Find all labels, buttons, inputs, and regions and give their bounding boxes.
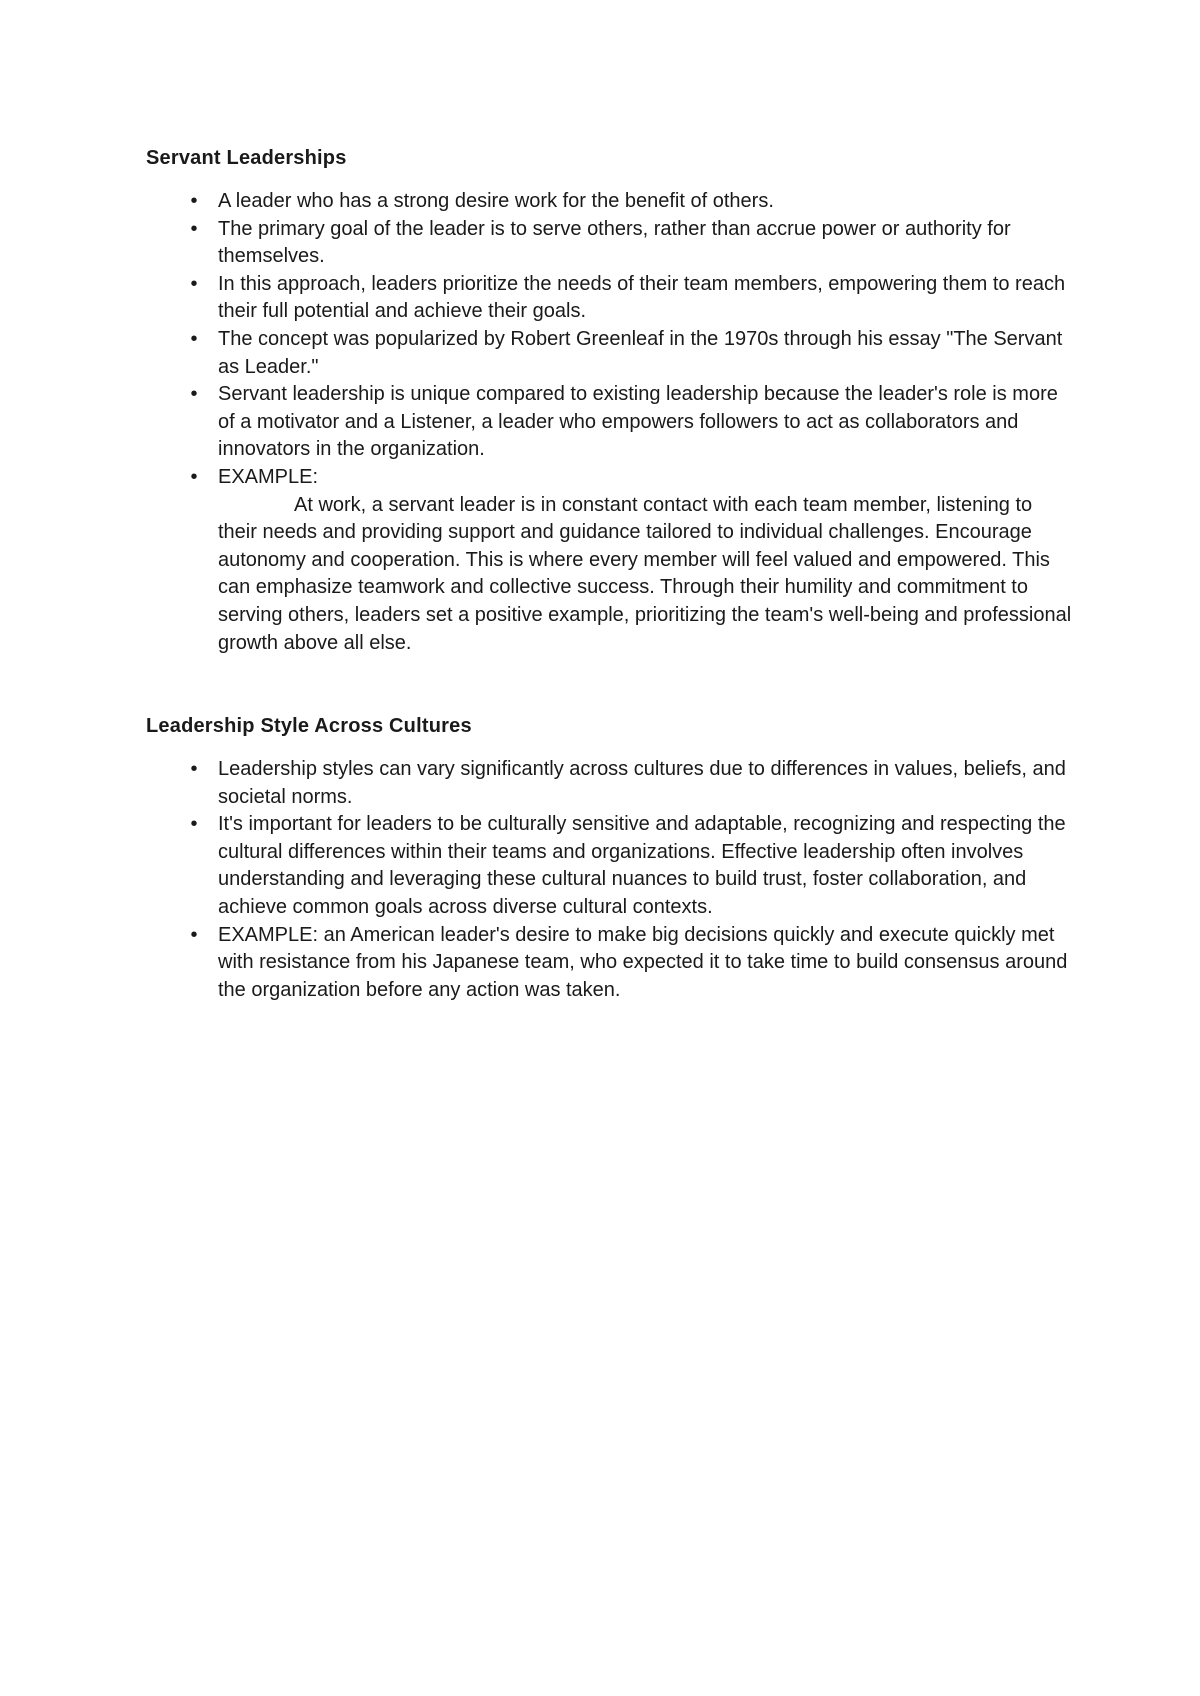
- list-item-text: The concept was popularized by Robert Greenleaf in the 1970s through his essay "The Servant as Leader.": [218, 327, 1063, 378]
- list-item: [146, 922, 1076, 1005]
- list-item-text: A leader who has a strong desire work for the benefit of others.: [218, 190, 774, 212]
- bullet-icon: •: [190, 383, 198, 406]
- section-heading: Leadership Style Across Cultures: [146, 715, 472, 737]
- example-label: EXAMPLE:: [218, 465, 319, 488]
- bullet-icon: •: [190, 327, 198, 350]
- list-item-text: EXAMPLE: an American leader's desire to make big decisions quickly and execute quickly met with resistance from his Japanese team, who expected it to take time to build consensus around the organization before any action was taken.: [218, 923, 1068, 1001]
- list-item: [146, 381, 1076, 464]
- bullet-icon: •: [190, 758, 198, 780]
- bullet-icon: •: [190, 190, 198, 212]
- list-item: [146, 271, 1076, 326]
- list-item-example: [146, 464, 1076, 657]
- bullet-list: [146, 188, 1076, 657]
- list-item-text: Leadership styles can vary significantly across cultures due to differences in values, beliefs, and societal norms.: [218, 758, 1066, 808]
- list-item: [146, 188, 1076, 216]
- section-leadership-cultures: [146, 712, 1076, 1004]
- list-item: [146, 216, 1076, 271]
- bullet-icon: •: [190, 923, 198, 946]
- list-item: [146, 326, 1076, 381]
- list-item-text: The primary goal of the leader is to serve others, rather than accrue power or authority for themselves.: [218, 217, 1011, 268]
- bullet-icon: •: [190, 465, 198, 488]
- bullet-list: [146, 756, 1076, 1004]
- bullet-icon: •: [190, 272, 198, 295]
- list-item-text: It's important for leaders to be culturally sensitive and adaptable, recognizing and respecting the cultural differences within their teams and organizations. Effective leadership often involves understanding and leveraging these cultural nuances to build trust, foster collaboration, and achieve common goals across diverse cultural contexts.: [218, 813, 1066, 918]
- list-item-text: Servant leadership is unique compared to existing leadership because the leader's role is more of a motivator and a Listener, a leader who empowers followers to act as collaborators and innovators in the organization.: [218, 383, 1058, 461]
- list-item: [146, 811, 1076, 921]
- example-text: At work, a servant leader is in constant contact with each team member, listening to their needs and providing support and guidance tailored to individual challenges. Encourage autonomy and cooperation. This is where every member will feel valued and empowered. This can emphasize teamwork and collective success. Through their humility and commitment to serving others, leaders set a positive example, prioritizing the team's well-being and professional growth above all else.: [218, 493, 1072, 654]
- list-item: [146, 756, 1076, 811]
- list-item-text: In this approach, leaders prioritize the needs of their team members, empowering them to reach their full potential and achieve their goals.: [218, 272, 1066, 323]
- bullet-icon: •: [190, 217, 198, 240]
- section-servant-leadership: [146, 144, 1076, 657]
- section-heading: Servant Leaderships: [146, 147, 347, 169]
- bullet-icon: •: [190, 813, 198, 836]
